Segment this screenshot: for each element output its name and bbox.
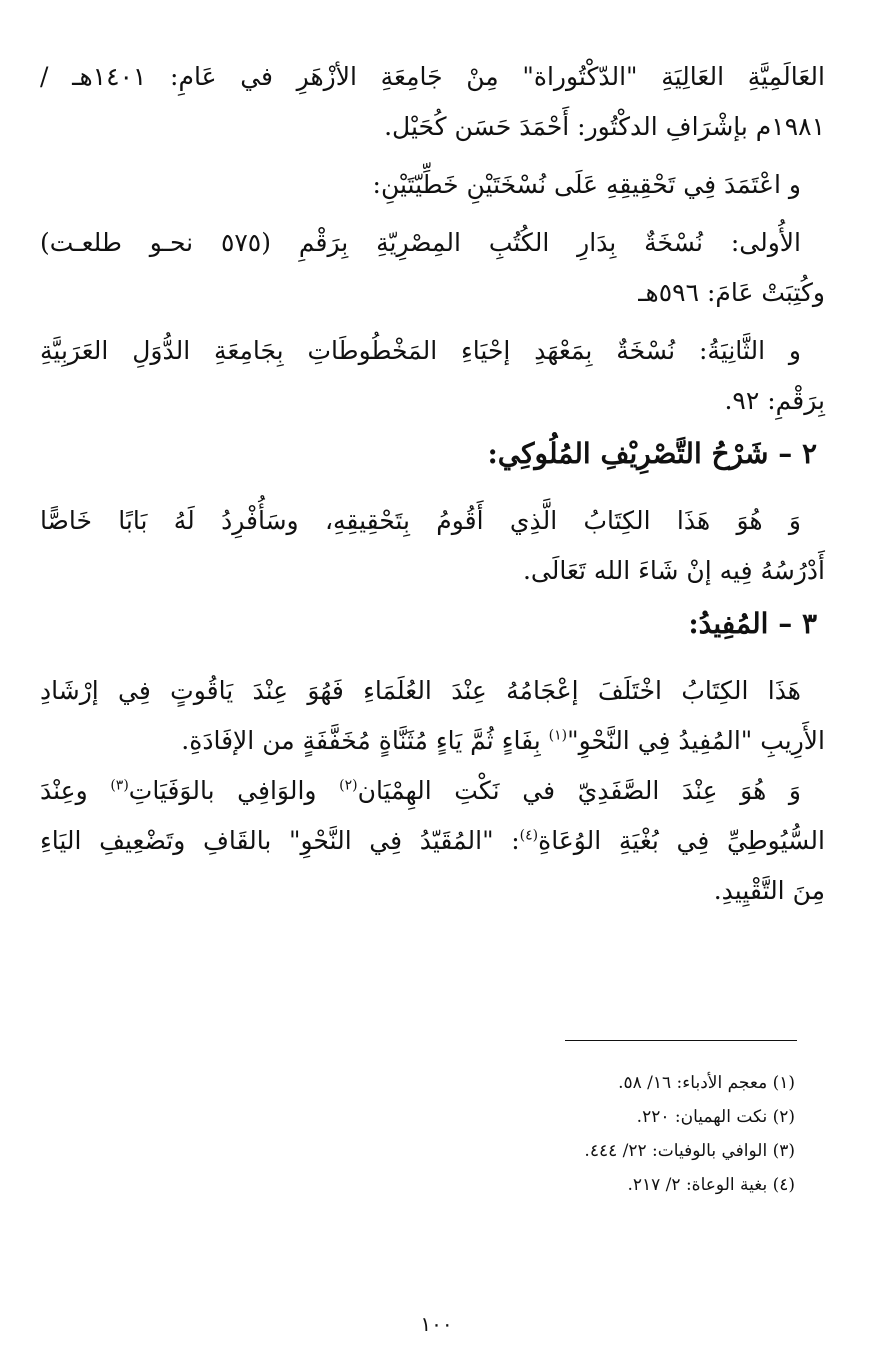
text-line: هَذَا الكِتَابُ اخْتَلَفَ إعْجَامُهُ عِنْدَ العُلَمَاءِ فَهُوَ عِنْدَ يَاقُوتٍ فِي إرْشَادِ bbox=[40, 676, 801, 705]
text-segment: : "المُقَيّدُ فِي النَّحْوِ" بالقَافِ وتَضْعِيفِ اليَاءِ bbox=[40, 826, 520, 855]
page-number: ١٠٠ bbox=[420, 1312, 453, 1336]
text-segment: الأَرِيبِ "المُفِيدُ فِي النَّحْوِ" bbox=[567, 726, 825, 755]
section-heading: ٣ – المُفِيدُ: bbox=[688, 607, 817, 640]
text-segment: السُّيُوطِيِّ فِي بُغْيَةِ الوُعَاةِ bbox=[538, 826, 825, 855]
main-text bbox=[40, 52, 825, 916]
footnote-separator bbox=[565, 1040, 797, 1041]
footnote-marker: (٤) bbox=[519, 827, 539, 844]
footnotes bbox=[195, 1066, 795, 1202]
footnote-item: (٣) الوافي بالوفيات: ٢٢/ ٤٤٤. bbox=[584, 1141, 795, 1161]
text-line: بِرَقْمِ: ٩٢. bbox=[724, 386, 825, 415]
text-segment: وَ هُوَ عِنْدَ الصَّفَدِيّ في نَكْتِ الهِمْيَان bbox=[357, 776, 801, 805]
text-segment: والوَافِي بالوَفَيَاتِ bbox=[128, 776, 340, 805]
text-line bbox=[40, 816, 825, 866]
text-line bbox=[40, 716, 825, 766]
text-line: وَ هُوَ هَذَا الكِتَابُ الَّذِي أَقُومُ بِتَحْقِيقِهِ، وسَأُفْرِدُ لَهُ بَابًا خَاصًّا bbox=[40, 506, 801, 535]
text-line bbox=[40, 766, 825, 816]
text-segment: بِفَاءٍ ثُمَّ يَاءٍ مُثَنَّاةٍ مُخَفَّفَةٍ من الإفَادَةِ. bbox=[181, 726, 549, 755]
section-heading: ٢ – شَرْحُ التَّصْرِيْفِ المُلُوكِي: bbox=[487, 437, 817, 470]
text-line: أَدْرُسُهُ فِيه إنْ شَاءَ الله تَعَالَى. bbox=[522, 556, 825, 585]
text-line: العَالَمِيَّةِ العَالِيَةِ "الدّكْتُوراة" مِنْ جَامِعَةِ الأزْهَرِ في عَامِ: ١٤٠١هـ / bbox=[40, 62, 825, 91]
footnote-item: (٢) نكت الهميان: ٢٢٠. bbox=[636, 1107, 795, 1127]
text-line: وكُتِبَتْ عَامَ: ٥٩٦هـ bbox=[638, 278, 825, 307]
footnote-marker: (٢) bbox=[339, 777, 358, 794]
text-segment: وعِنْدَ bbox=[40, 776, 111, 805]
footnote-item: (٤) بغية الوعاة: ٢/ ٢١٧. bbox=[627, 1175, 795, 1195]
footnote-marker: (٣) bbox=[110, 777, 129, 794]
text-line: و الثَّانِيَةُ: نُسْخَةٌ بِمَعْهَدِ إحْيَاءِ المَخْطُوطَاتِ بِجَامِعَةِ الدُّوَلِ العَرَبِيَّةِ bbox=[40, 336, 801, 365]
text-line: ١٩٨١م بإشْرَافِ الدكْتُور: أَحْمَدَ حَسَن كُحَيْل. bbox=[384, 112, 825, 141]
text-line: الأُولى: نُسْخَةٌ بِدَارِ الكُتُبِ المِصْرِيّةِ بِرَقْمِ (٥٧٥ نحـو طلعـت) bbox=[40, 228, 801, 257]
footnote-item: (١) معجم الأدباء: ١٦/ ٥٨. bbox=[618, 1073, 795, 1093]
text-line: مِنَ التَّقْيِيدِ. bbox=[713, 876, 825, 905]
footnote-marker: (١) bbox=[548, 727, 568, 744]
text-line: و اعْتَمَدَ فِي تَحْقِيقِهِ عَلَى نُسْخَتَيْنِ خَطِّيّتَيْنِ: bbox=[372, 170, 801, 199]
